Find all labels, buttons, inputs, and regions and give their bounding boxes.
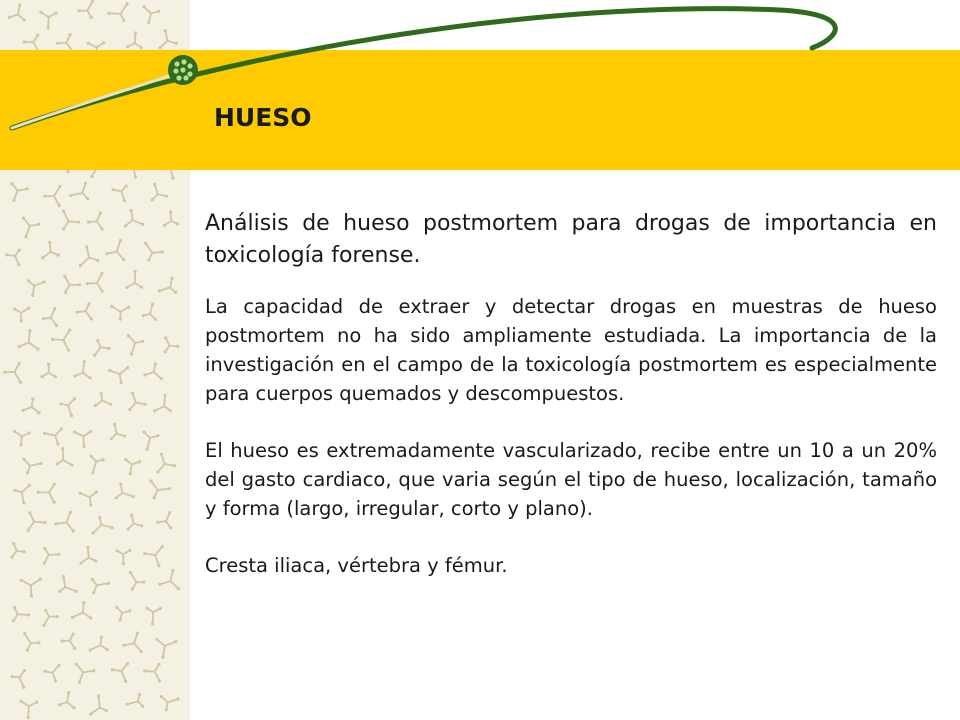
body-paragraph-3: Cresta iliaca, vértebra y fémur.: [205, 554, 508, 577]
slide-title: HUESO: [214, 103, 312, 132]
green-arc-line: [12, 9, 835, 128]
slide-content: [205, 208, 937, 580]
lead-paragraph: Análisis de hueso postmortem para drogas de importancia en toxicología forense.: [205, 211, 937, 268]
green-dotted-node-icon: [168, 55, 198, 85]
body-paragraph-2: El hueso es extremadamente vascularizado, recibe entre un 10 a un 20% del gasto cardiaco, que varia según el tipo de hueso, localización, tamaño y forma (largo, irregular, corto y plano).: [205, 439, 937, 520]
arc-highlight-line: [12, 70, 182, 128]
body-paragraph-1: La capacidad de extraer y detectar drogas en muestras de hueso postmortem no ha sido ampliamente estudiada. La importancia de la investigación en el campo de la toxicología postmortem es especialmente para cuerpos quemados y descompuestos.: [205, 295, 937, 405]
